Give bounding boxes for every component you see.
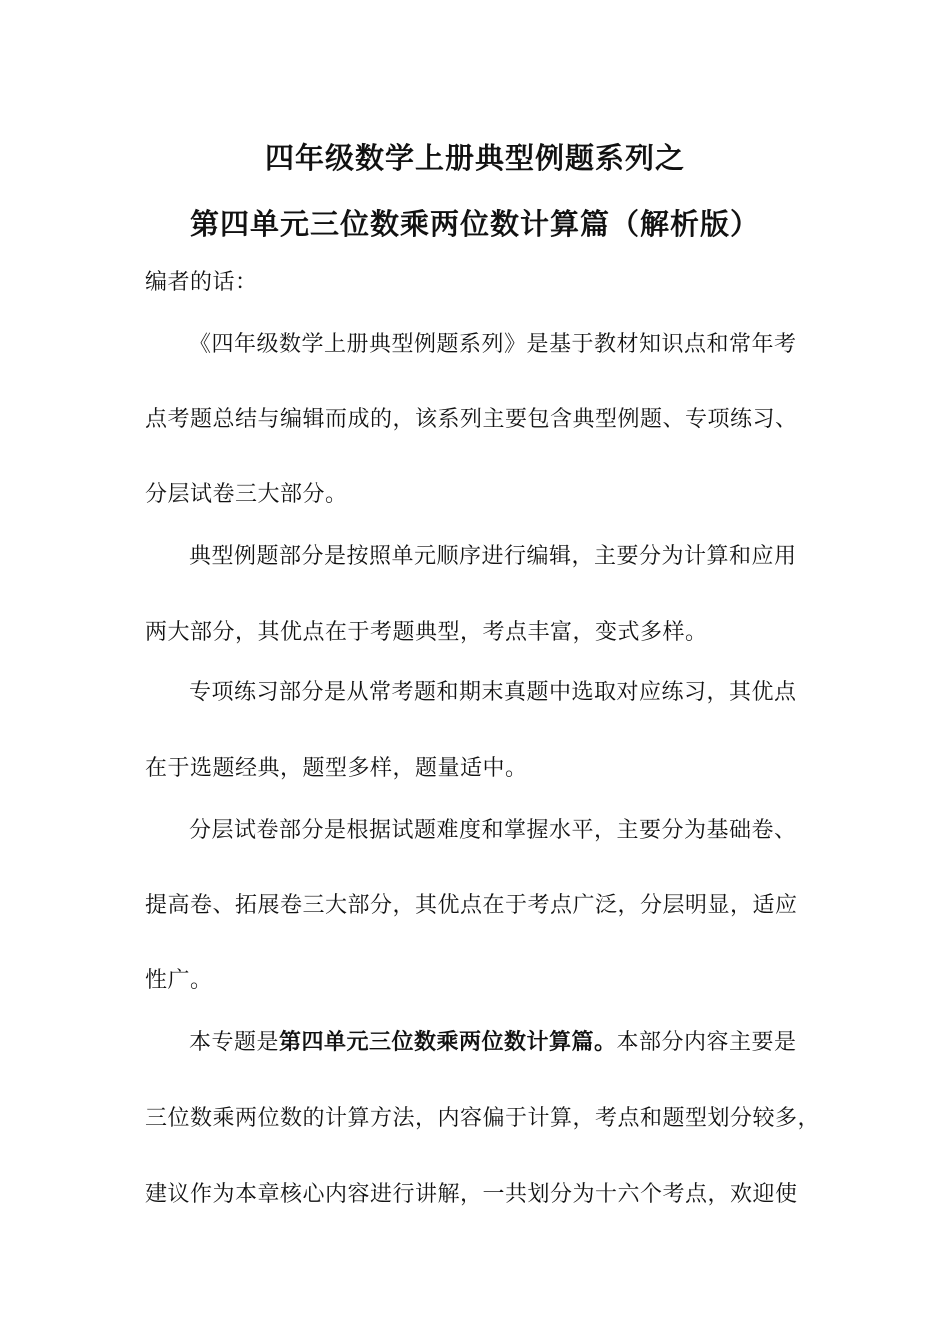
paragraph-3-line-1: 专项练习部分是从常考题和期末真题中选取对应练习，其优点 (189, 680, 797, 705)
document-title-line-1: 四年级数学上册典型例题系列之 (264, 141, 685, 175)
paragraph-2-line-1: 典型例题部分是按照单元顺序进行编辑，主要分为计算和应用 (189, 544, 797, 569)
paragraph-2-line-2: 两大部分，其优点在于考题典型，考点丰富，变式多样。 (145, 620, 708, 645)
paragraph-3-line-2: 在于选题经典，题型多样，题量适中。 (145, 756, 528, 781)
editor-heading: 编者的话： (145, 270, 258, 295)
paragraph-5-bold-topic: 第四单元三位数乘两位数计算篇。 (279, 1030, 617, 1055)
paragraph-5-line-1 (189, 1028, 797, 1058)
paragraph-4-line-3: 性广。 (145, 968, 213, 993)
paragraph-5-line-3: 建议作为本章核心内容进行讲解，一共划分为十六个考点，欢迎使 (145, 1182, 798, 1207)
paragraph-1-line-1: 《四年级数学上册典型例题系列》是基于教材知识点和常年考 (189, 332, 797, 357)
paragraph-5-suffix: 本部分内容主要是 (616, 1030, 797, 1055)
paragraph-4-line-2: 提高卷、拓展卷三大部分，其优点在于考点广泛，分层明显，适应 (145, 893, 798, 918)
document-title-line-2: 第四单元三位数乘两位数计算篇（解析版） (189, 207, 760, 241)
paragraph-4-line-1: 分层试卷部分是根据试题难度和掌握水平，主要分为基础卷、 (189, 818, 797, 843)
paragraph-1-line-3: 分层试卷三大部分。 (145, 482, 348, 507)
paragraph-5-prefix: 本专题是 (189, 1030, 280, 1055)
paragraph-1-line-2: 点考题总结与编辑而成的，该系列主要包含典型例题、专项练习、 (145, 407, 798, 432)
paragraph-5-line-2: 三位数乘两位数的计算方法，内容偏于计算，考点和题型划分较多， (145, 1106, 821, 1131)
